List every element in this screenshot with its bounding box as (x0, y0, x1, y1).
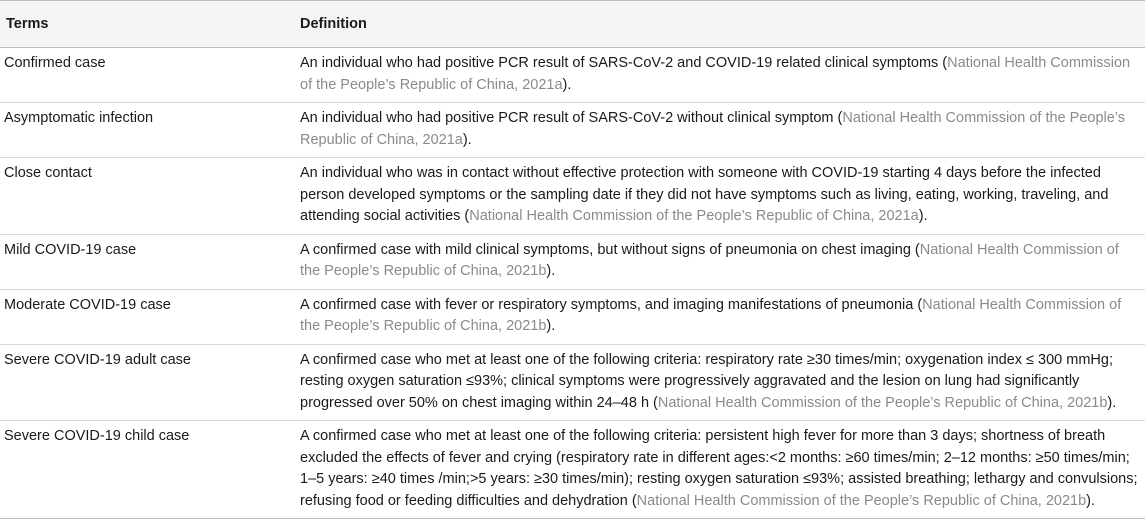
definition-cell (300, 108, 1145, 151)
definition-tail: ). (1107, 394, 1117, 411)
reference-link[interactable]: National Health Commission of the People’s Republic of China, 2021b (636, 492, 1087, 509)
definition-text: An individual who had positive PCR result of SARS-CoV-2 and COVID-19 related clinical symptoms ( (300, 55, 948, 71)
definition-text: A confirmed case who met at least one of the following criteria: persistent high fever for more than 3 days; shortness of breath excluded the effects of fever and crying (respiratory rate in different ages:<2 months: ≥60 times/min; 2–12 months: ≥50 times/min; 1–5 years: ≥40 times /min;>5 years: ≥30 times/min); resting oxygen saturation ≤93%; assisted breathing; lethargy and convulsions; refusing food or feeding difficulties and dehydration ( (300, 428, 1138, 509)
term-cell: Moderate COVID-19 case (4, 296, 171, 313)
term-cell: Asymptomatic infection (4, 110, 154, 126)
definition-text: An individual who had positive PCR result of SARS-CoV-2 without clinical symptom ( (300, 110, 843, 126)
definition-cell (300, 426, 1145, 512)
definition-tail: ). (918, 208, 928, 224)
term-cell: Mild COVID-19 case (4, 241, 137, 258)
definition-tail: ). (546, 263, 556, 279)
definition-tail: ). (562, 76, 572, 93)
table-row (0, 345, 1145, 422)
definition-text: A confirmed case with mild clinical symptoms, but without signs of pneumonia on chest imaging ( (300, 241, 920, 258)
definition-text: An individual who was in contact without effective protection with someone with COVID-19 starting 4 days before the infected person developed symptoms or the sampling date if they did not have symptoms such as living, eating, working, traveling, and attending social activities ( (300, 165, 1109, 224)
term-cell: Close contact (4, 165, 92, 181)
header-terms: Terms (6, 16, 49, 32)
table-header (0, 0, 1145, 48)
definition-cell (300, 53, 1145, 96)
reference-link[interactable]: National Health Commission of the People’s Republic of China, 2021b (657, 394, 1108, 411)
table-row (0, 290, 1145, 345)
definition-text: A confirmed case with fever or respiratory symptoms, and imaging manifestations of pneumonia ( (300, 296, 923, 313)
definition-cell (300, 240, 1145, 283)
reference-link[interactable]: National Health Commission of the People’s Republic of China, 2021a (469, 208, 919, 224)
table-row (0, 421, 1145, 519)
term-cell: Severe COVID-19 child case (4, 428, 190, 444)
definition-cell (300, 350, 1145, 415)
table-row (0, 235, 1145, 290)
definition-tail: ). (462, 131, 472, 148)
table-row (0, 48, 1145, 103)
definition-tail: ). (546, 318, 556, 334)
reference-link[interactable]: National Health Commission of the People’s Republic of China, 2021a (300, 55, 1131, 93)
definition-tail: ). (1086, 492, 1096, 509)
term-cell: Severe COVID-19 adult case (4, 351, 191, 368)
table-row (0, 103, 1145, 158)
table-row (0, 158, 1145, 235)
reference-link[interactable]: National Health Commission of the People’s Republic of China, 2021b (300, 241, 1119, 279)
reference-link[interactable]: National Health Commission of the People’s Republic of China, 2021b (300, 296, 1122, 334)
term-cell: Confirmed case (4, 55, 106, 71)
definition-cell (300, 295, 1145, 338)
reference-link[interactable]: National Health Commission of the People’s Republic of China, 2021a (300, 110, 1126, 148)
definition-text: A confirmed case who met at least one of the following criteria: respiratory rate ≥30 times/min; oxygenation index ≤ 300 mmHg; resting oxygen saturation ≤93%; clinical symptoms were progressively aggravated and the lesion on lung had significantly progressed over 50% on chest imaging within 24–48 h ( (300, 351, 1113, 411)
definition-cell (300, 163, 1145, 228)
header-definition: Definition (300, 16, 367, 32)
